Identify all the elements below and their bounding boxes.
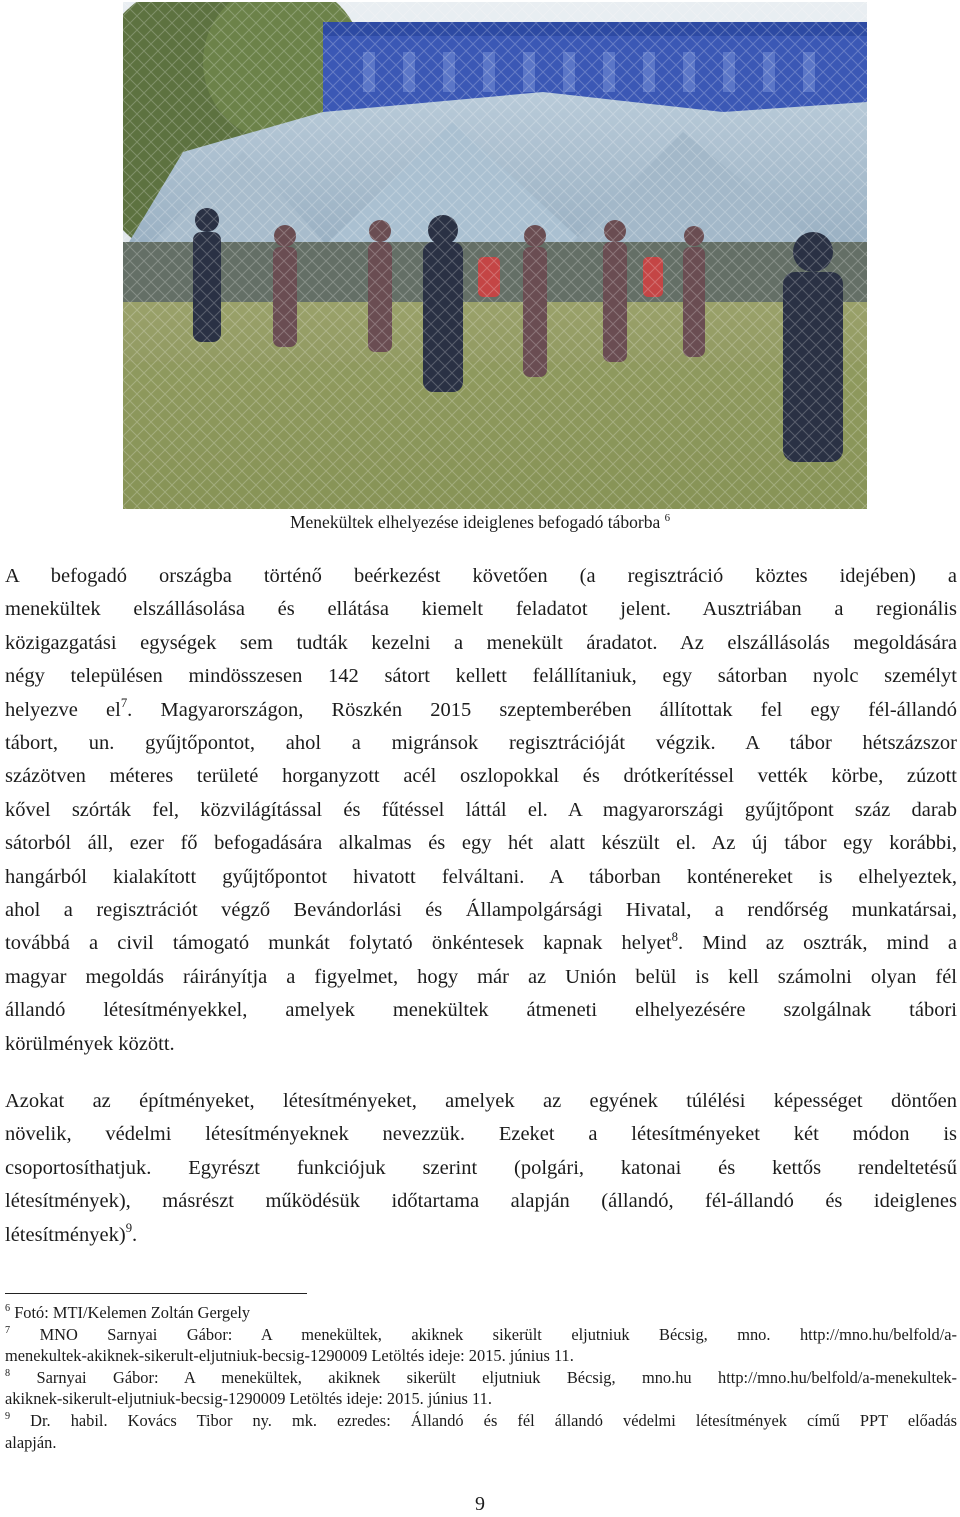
footnotes (5, 1302, 957, 1453)
text-line (5, 927, 957, 960)
text-segment: létesítmények) (5, 1223, 126, 1246)
paragraph-1 (5, 560, 957, 1061)
footnote-text: Fotó: MTI/Kelemen Zoltán Gergely (14, 1303, 251, 1322)
text-segment: továbbá a civil támogató munkát folytató önkéntesek kapnak helyet (5, 932, 672, 955)
footnote-number: 6 (5, 1303, 11, 1315)
text-line: százötven méteres területé horganyzott acél oszlopokkal és drótkerítéssel vették körbe, zúzott (5, 765, 957, 788)
text-line: növelik, védelmi létesítményeknek nevezzük. Ezeket a létesítményeket két módon is (5, 1123, 957, 1146)
footnote-number: 9 (5, 1411, 11, 1422)
text-line: A befogadó országba történő beérkezést követően (a regisztráció köztes idejében) a (5, 565, 957, 587)
page-number: 9 (475, 1493, 485, 1515)
caption-text: Menekültek elhelyezése ideiglenes befogadó táborba (289, 512, 661, 532)
text-line: tábort, un. gyűjtőpontot, ahol a migránsok regisztrációját végzik. A tábor hétszázszor (5, 732, 957, 755)
footnote-text: Sarnyai Gábor: A menekültek, akiknek sikerült eljutniuk Bécsig, mno.hu http://mno.hu/belfold/a-menekultek- (36, 1367, 957, 1387)
text-line: körülmények között. (5, 1032, 175, 1055)
text-line: kővel szórták fel, közvilágítással és fűtéssel láttál el. A magyarországi gyűjtőpont száz darab (5, 798, 957, 821)
footnote-ref-8: 8 (671, 930, 678, 945)
footnote-7 (5, 1324, 957, 1367)
footnote-8 (5, 1367, 957, 1410)
text-segment: helyezve el (5, 698, 121, 721)
footnote-number: 8 (5, 1367, 11, 1379)
footnote-ref-9: 9 (125, 1221, 133, 1236)
photo-refugees-camp-image (123, 2, 867, 509)
text-line: Azokat az építményeket, létesítményeket, amelyek az egyének túlélési képességet döntően (5, 1090, 957, 1112)
footnote-line (5, 1324, 957, 1346)
caption-footnote-ref: 6 (664, 511, 671, 524)
text-segment: . (132, 1223, 138, 1246)
footnote-text: MNO Sarnyai Gábor: A menekültek, akiknek sikerült eljutniuk Bécsig, mno. http://mno.hu/belfold/a- (39, 1324, 957, 1344)
text-line: magyar megoldás ráirányítja a figyelmet, hogy már az Unión belül is kell számolni olyan fél (5, 965, 957, 988)
footnote-line: alapján. (5, 1432, 57, 1452)
text-line: sátorból áll, ezer fő befogadására alkalmas és egy hét alatt készült el. Az új tábor egy korábbi, (5, 832, 957, 855)
text-segment: . Magyarországon, Röszkén 2015 szeptemberében állítottak fel egy fél-állandó (127, 698, 957, 721)
footnote-ref-7: 7 (120, 696, 128, 711)
text-line (5, 694, 957, 727)
text-segment: . Mind az osztrák, mind a (677, 932, 957, 955)
footnote-text: Dr. habil. Kovács Tibor ny. mk. ezredes: Állandó és fél állandó védelmi létesítmények című PPT előadás (30, 1410, 957, 1430)
footnote-9 (5, 1410, 957, 1453)
photo-caption (0, 510, 960, 534)
text-line: csoportosíthatjuk. Egyrészt funkciójuk szerint (polgári, katonai és kettős rendeltetésű (5, 1156, 957, 1179)
footnote-line: akiknek-sikerult-eljutniuk-becsig-1290009 Letöltés ideje: 2015. június 11. (5, 1389, 492, 1409)
text-line: állandó létesítményekkel, amelyek menekültek átmeneti elhelyezésére szolgálnak tábori (5, 999, 957, 1022)
footnote-line: menekultek-akiknek-sikerult-eljutniuk-becsig-1290009 Letöltés ideje: 2015. június 11. (5, 1346, 574, 1366)
paragraph-2 (5, 1085, 957, 1252)
text-line: menekültek elszállásolása és ellátása kiemelt feladatot jelent. Ausztriában a regionális (5, 598, 957, 621)
footnote-6 (5, 1302, 957, 1324)
text-line: közigazgatási egységek sem tudták kezelni a menekült áradatot. Az elszállásolás megoldására (5, 631, 957, 654)
footnote-number: 7 (5, 1324, 11, 1336)
text-line: hangárból kialakított gyűjtőpontot hivatott felváltani. A táborban konténereket is elhelyeztek, (5, 865, 957, 888)
footnote-line (5, 1367, 957, 1389)
text-line: négy településen mindösszesen 142 sátort kellett felállítaniuk, egy sátorban nyolc személyt (5, 665, 957, 688)
footnote-line (5, 1410, 957, 1432)
text-line: ahol a regisztrációt végző Bevándorlási és Állampolgársági Hivatal, a rendőrség munkatársai, (5, 899, 957, 922)
refugee-camp-photo (123, 2, 867, 509)
text-line (5, 1219, 957, 1252)
footnote-line (5, 1302, 957, 1324)
footnote-separator (5, 1293, 307, 1294)
text-line: létesítmények), másrészt működésük időtartama alapján (állandó, fél-állandó és ideiglenes (5, 1190, 957, 1213)
